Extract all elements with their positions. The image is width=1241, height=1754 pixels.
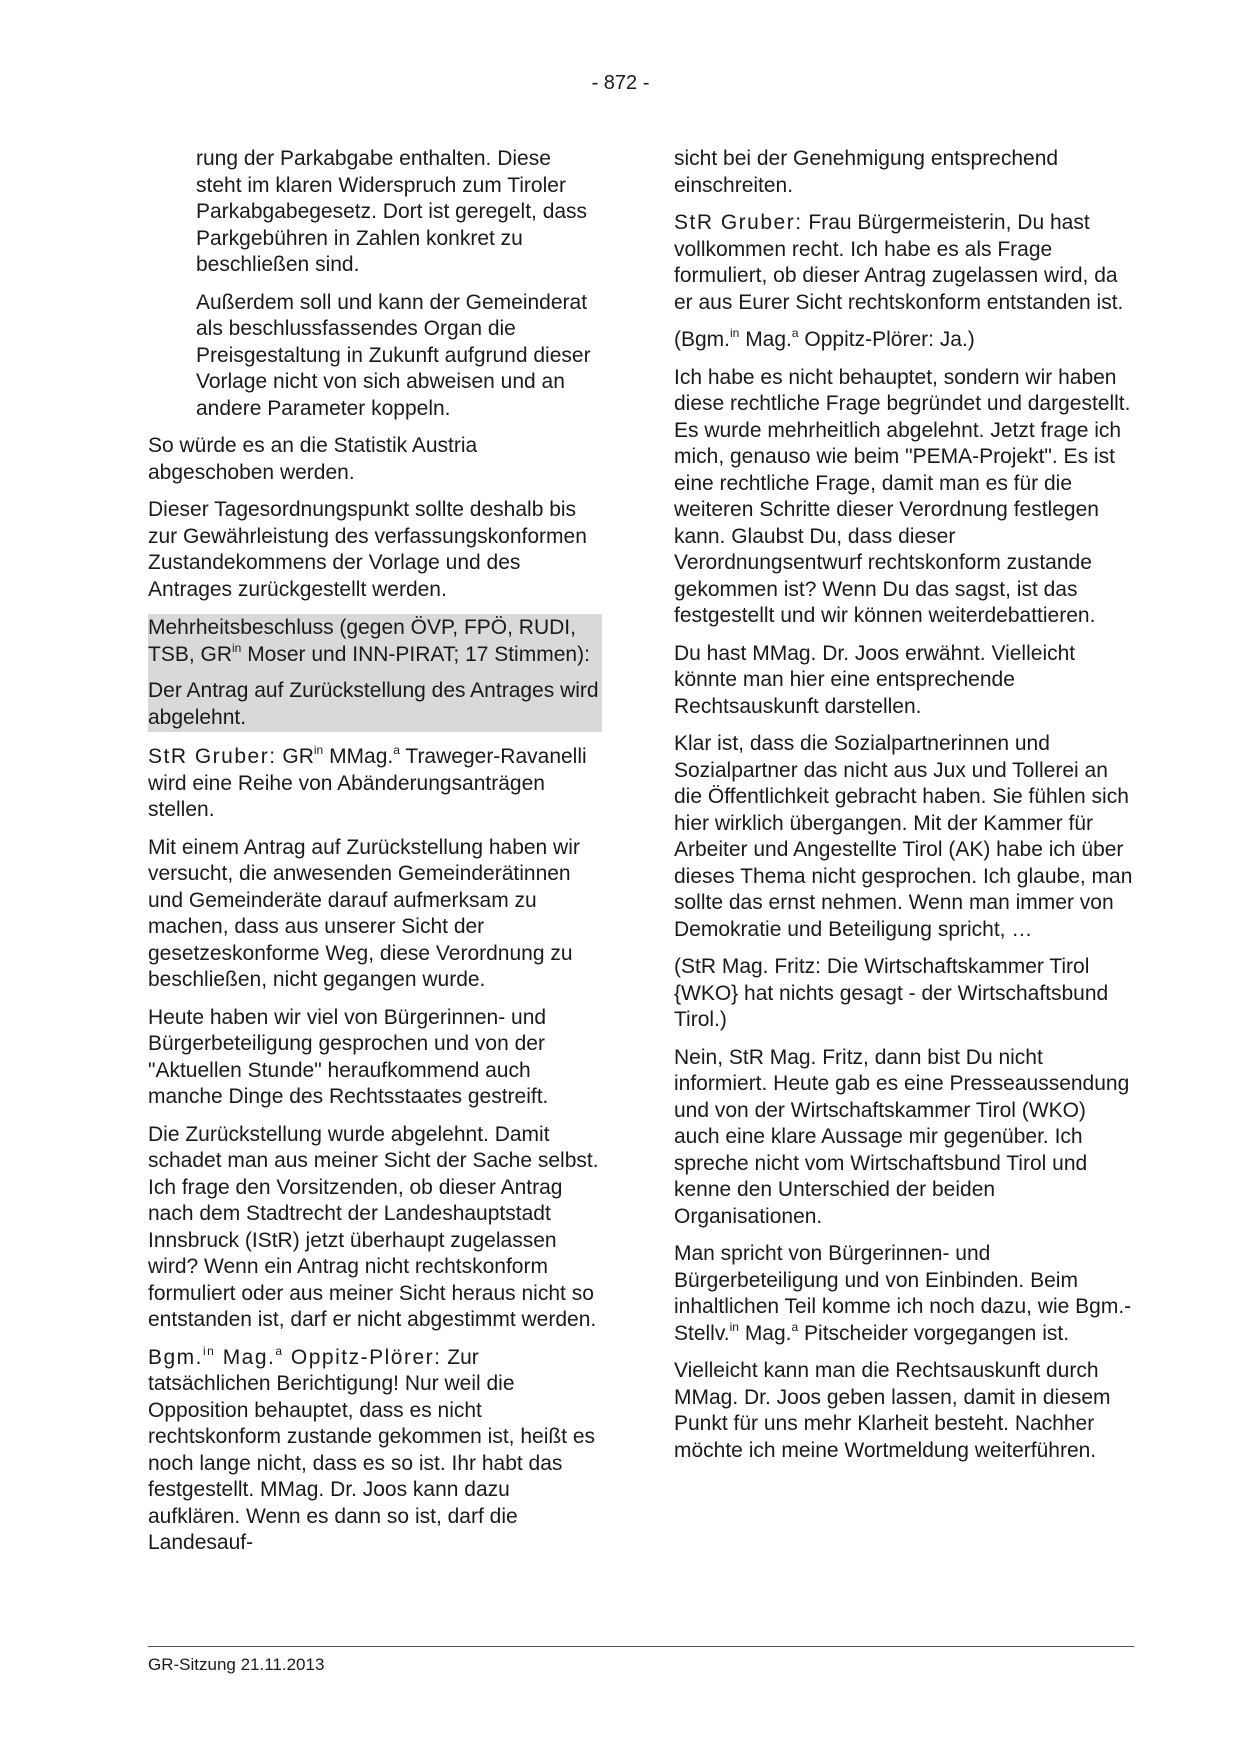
text-span: Oppitz-Plörer:	[283, 1345, 442, 1369]
paragraph: sicht bei der Genehmigung entsprechend einschreiten.	[674, 147, 1059, 197]
text-span: Frau Bürgermeisterin, Du hast vollkommen recht. Ich habe es als Frage formuliert, ob dieser Antrag zugelassen wird, da er aus Eurer Sicht rechtskonform entstanden ist.	[674, 211, 1124, 314]
text-span: (Bgm.	[674, 328, 731, 351]
text-span: Pitscheider vorgegangen ist.	[798, 1321, 1070, 1345]
superscript: a	[393, 743, 400, 757]
text-span: Mehrheitsbeschluss (gegen ÖVP, FPÖ, RUDI, TSB, GR	[148, 616, 576, 666]
paragraph	[674, 210, 1134, 316]
footer-divider	[148, 1646, 1134, 1647]
paragraph: rung der Parkabgabe enthalten. Diese steht im klaren Widerspruch zum Tiroler Parkabgabegesetz. Dort ist geregelt, dass Parkgebühren in Zahlen konkret zu beschließen sind.	[196, 147, 588, 276]
superscript: in	[730, 326, 740, 340]
text-span: GR	[276, 745, 314, 768]
paragraph: Die Zurückstellung wurde abgelehnt. Damit schadet man aus meiner Sicht der Sache selbst. Ich frage den Vorsitzenden, ob dieser Antrag nach dem Stadtrecht der Landeshauptstadt Innsbruck (IStR) jetzt überhaupt zugelassen wird? Wenn ein Antrag nicht rechtskonform formuliert oder aus meiner Sicht heraus nicht so entstanden ist, darf er nicht abgestimmt werden.	[148, 1122, 599, 1331]
text-span: Zur tatsächlichen Berichtigung! Nur weil die Opposition behauptet, dass es nicht rechtskonform zustande gekommen ist, heißt es noch lange nicht, dass es so ist. Ihr habt das festgestellt. MMag. Dr. Joos kann dazu aufklären. Wenn es dann so ist, darf die Landesauf-	[148, 1345, 596, 1554]
superscript: in	[203, 1343, 216, 1358]
text-span: Moser und INN-PIRAT; 17 Stimmen):	[241, 642, 590, 666]
paragraph: (StR Mag. Fritz: Die Wirtschaftskammer Tirol {WKO} hat nichts gesagt - der Wirtschaftsbund Tirol.)	[674, 955, 1109, 1031]
paragraph: Nein, StR Mag. Fritz, dann bist Du nicht informiert. Heute gab es eine Presseaussendung und von der Wirtschaftskammer Tirol (WKO) auch eine klare Aussage mir gegenüber. Ich spreche nicht vom Wirtschaftsbund Tirol und kenne den Unterschied der beiden Organisationen.	[674, 1045, 1130, 1228]
paragraph: Du hast MMag. Dr. Joos erwähnt. Vielleicht könnte man hier eine entsprechende Rechtsauskunft darstellen.	[674, 641, 1076, 718]
paragraph	[148, 744, 602, 824]
paragraph	[674, 327, 1134, 354]
superscript: a	[791, 1319, 799, 1334]
paragraph	[148, 1345, 602, 1557]
paragraph: Ich habe es nicht behauptet, sondern wir haben diese rechtliche Frage begründet und dargestellt. Es wurde mehrheitlich abgelehnt. Jetzt frage ich mich, genauso wie beim "PEMA-Projekt". Es ist eine rechtliche Frage, damit man es für die weiteren Schritte dieser Verordnung festlegen kann. Glaubst Du, dass dieser Verordnungsentwurf rechtskonform zustande gekommen ist? Wenn Du das sagst, ist das festgestellt und wir können weiterdebattieren.	[674, 365, 1131, 627]
text-span: Mag.	[739, 328, 792, 351]
paragraph: Vielleicht kann man die Rechtsauskunft durch MMag. Dr. Joos geben lassen, damit in diesem Punkt für uns mehr Klarheit besteht. Nachher möchte ich meine Wortmeldung weiterführen.	[674, 1359, 1111, 1462]
speaker-name	[148, 1343, 442, 1369]
page-number: - 872 -	[591, 72, 650, 94]
superscript: a	[275, 1343, 284, 1358]
paragraph: Dieser Tagesordnungspunkt sollte deshalb bis zur Gewährleistung des verfassungskonformen Zustandekommens der Vorlage und des Antrages zurückgestellt werden.	[148, 498, 587, 601]
resolution-box	[148, 614, 602, 732]
superscript: in	[729, 1319, 739, 1334]
text-span: Bgm.	[148, 1345, 204, 1369]
text-span: Man spricht von Bürgerinnen- und Bürgerbeteiligung und von Einbinden. Beim inhaltlichen Teil komme ich noch dazu, wie Bgm.-Stellv.	[674, 1242, 1132, 1345]
text-span: MMag.	[323, 745, 394, 768]
left-column	[148, 146, 602, 1568]
text-span: Mag.	[215, 1345, 276, 1369]
text-span: Traweger-Ravanelli wird eine Reihe von Abänderungsanträgen stellen.	[148, 745, 587, 821]
paragraph: Heute haben wir viel von Bürgerinnen- und Bürgerbeteiligung gesprochen und von der "Aktuellen Stunde" heraufkommend auch manche Dinge des Rechtsstaates gestreift.	[148, 1005, 549, 1108]
paragraph: Außerdem soll und kann der Gemeinderat als beschlussfassendes Organ die Preisgestaltung in Zukunft aufgrund dieser Vorlage nicht von sich abweisen und an andere Parameter koppeln.	[196, 290, 591, 420]
text-span: Mag.	[738, 1321, 792, 1345]
right-column	[674, 146, 1134, 1475]
superscript: in	[313, 743, 324, 757]
resolution-result: Der Antrag auf Zurückstellung des Antrages wird abgelehnt.	[148, 679, 599, 729]
superscript: in	[232, 640, 242, 655]
footer-session-date: GR-Sitzung 21.11.2013	[148, 1655, 325, 1674]
text-span: Oppitz-Plörer: Ja.)	[798, 328, 975, 351]
resolution-vote	[148, 615, 602, 668]
paragraph: Klar ist, dass die Sozialpartnerinnen und Sozialpartner das nicht aus Jux und Tollerei an die Öffentlichkeit gebracht haben. Sie fühlen sich hier wirklich übergangen. Mit der Kammer für Arbeiter und Angestellte Tirol (AK) habe ich über dieses Thema nicht gesprochen. Ich glaube, man sollte das ernst nehmen. Wenn man immer von Demokratie und Beteiligung spricht, …	[674, 732, 1133, 941]
superscript: a	[791, 326, 799, 340]
paragraph: So würde es an die Statistik Austria abgeschoben werden.	[148, 434, 478, 484]
paragraph: Mit einem Antrag auf Zurückstellung haben wir versucht, die anwesenden Gemeinderätinnen und Gemeinderäte darauf aufmerksam zu machen, dass aus unserer Sicht der gesetzeskonforme Weg, diese Verordnung zu beschließen, nicht gegangen wurde.	[148, 835, 580, 991]
speaker-name: StR Gruber:	[674, 211, 803, 234]
paragraph	[674, 1241, 1134, 1347]
speaker-name: StR Gruber:	[148, 745, 277, 768]
